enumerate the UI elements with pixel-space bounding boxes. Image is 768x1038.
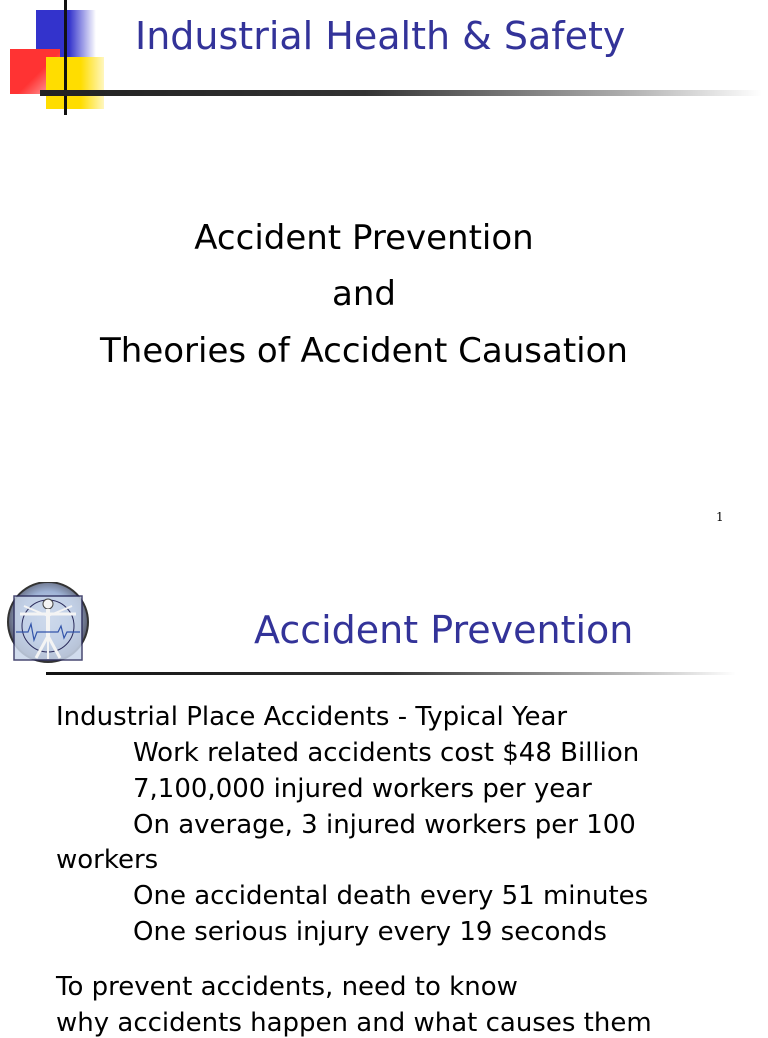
title-underline — [40, 90, 762, 96]
decor-yellow-square — [46, 57, 104, 109]
decor-vertical-line — [64, 0, 67, 115]
slide-1-title: Industrial Health & Safety — [135, 14, 626, 58]
closing-line: why accidents happen and what causes them — [56, 1008, 652, 1038]
bullet-line: 7,100,000 injured workers per year — [133, 774, 592, 804]
bullet-line: On average, 3 injured workers per 100 — [133, 810, 636, 840]
closing-line: To prevent accidents, need to know — [56, 972, 518, 1002]
slide-2 — [0, 560, 768, 1038]
bullet-line-wrap: workers — [56, 845, 159, 875]
bullet-line: One accidental death every 51 minutes — [133, 881, 649, 911]
page-number: 1 — [716, 510, 724, 524]
body-heading: Industrial Place Accidents - Typical Year — [56, 702, 568, 732]
subtitle-line-3: Theories of Accident Causation — [100, 331, 628, 371]
bullet-line: Work related accidents cost $48 Billion — [133, 738, 640, 768]
slide-2-title: Accident Prevention — [254, 608, 634, 652]
bullet-line: One serious injury every 19 seconds — [133, 917, 607, 947]
title-underline — [46, 672, 736, 675]
vitruvian-man-icon — [6, 582, 90, 666]
subtitle-line-2: and — [332, 274, 396, 314]
subtitle-line-1: Accident Prevention — [194, 218, 534, 258]
